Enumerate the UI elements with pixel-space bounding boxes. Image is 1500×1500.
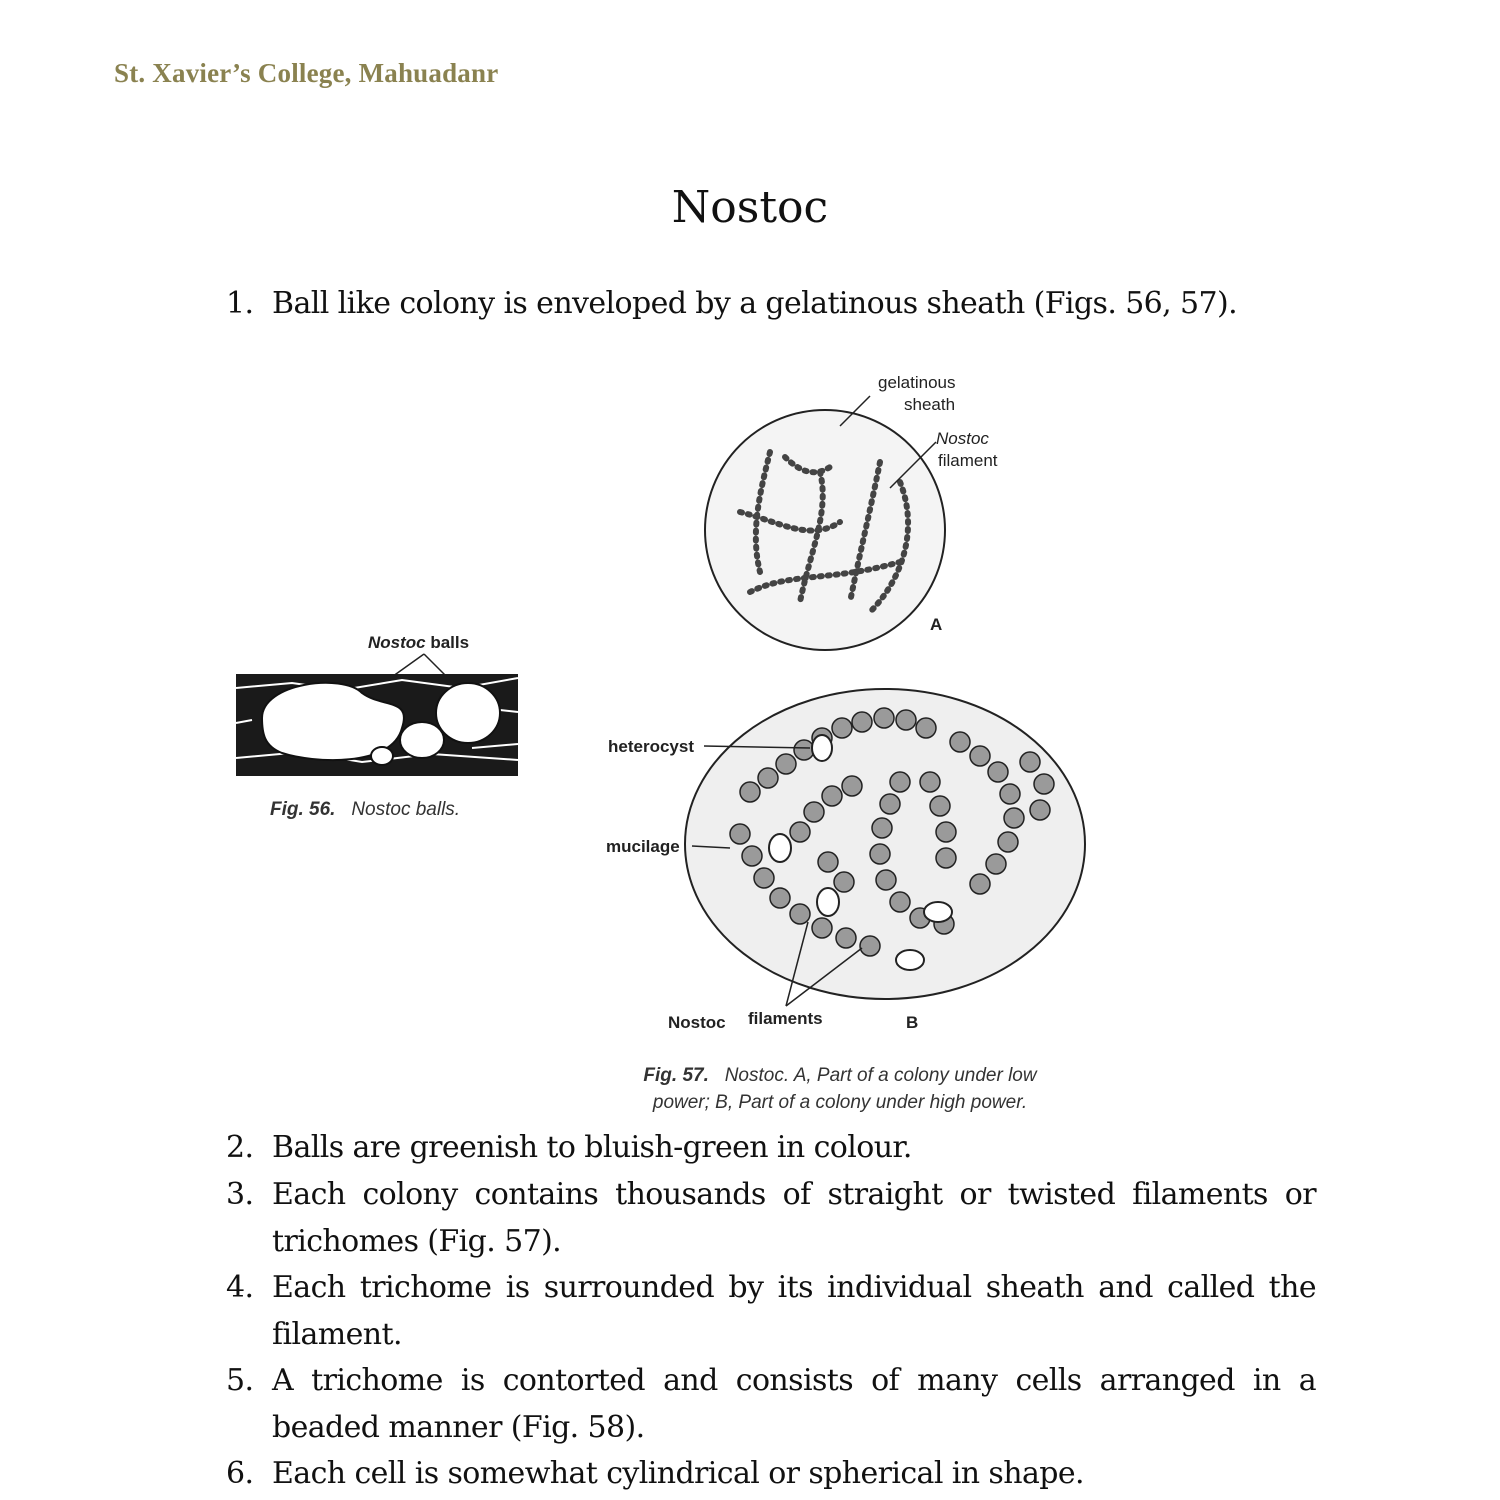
list-item-4: [226, 1264, 1316, 1358]
colony-b-mucilage: [685, 689, 1085, 999]
list-text: A trichome is contorted and consists of many cells arranged in a beaded manner (Fig. 58).: [272, 1363, 1316, 1445]
list-number: 1.: [226, 286, 254, 321]
label-gelatinous: gelatinous: [878, 373, 956, 392]
list-text: Ball like colony is enveloped by a gelatinous sheath (Figs. 56, 57).: [272, 286, 1238, 321]
list-text: Each colony contains thousands of straight or twisted filaments or trichomes (Fig. 57).: [272, 1177, 1316, 1259]
list-number: 2.: [226, 1130, 254, 1165]
list-number: 4.: [226, 1270, 254, 1305]
list-item-1: [226, 280, 1316, 327]
label-nostoc: Nostoc: [936, 429, 989, 448]
list-text: Balls are greenish to bluish-green in colour.: [272, 1130, 912, 1165]
label-b: B: [906, 1013, 919, 1032]
label-heterocyst: heterocyst: [608, 737, 694, 756]
fig-57-nostoc-colony: [600, 362, 1140, 1042]
list-text: Each trichome is surrounded by its individual sheath and called the filament.: [272, 1270, 1316, 1352]
page-title: Nostoc: [671, 182, 829, 233]
label-filaments: filaments: [748, 1009, 823, 1028]
institution-header: St. Xavier’s College, Mahuadanr: [114, 58, 499, 88]
list-number: 6.: [226, 1456, 254, 1491]
list-item-6: [226, 1450, 1316, 1497]
list-number: 5.: [226, 1363, 254, 1398]
label-mucilage: mucilage: [606, 837, 680, 856]
fig56-label: Nostoc balls: [368, 633, 470, 652]
list-item-2: [226, 1124, 1316, 1171]
list-number: 3.: [226, 1177, 254, 1212]
fig57-caption: Fig. 57. Nostoc. A, Part of a colony under low power; B, Part of a colony under high power.: [643, 1065, 1037, 1113]
list-item-5: [226, 1357, 1316, 1451]
label-filament: filament: [938, 451, 998, 470]
label-a: A: [930, 615, 943, 634]
label-nostoc-filaments: Nostoc: [668, 1013, 726, 1032]
list-text: Each cell is somewhat cylindrical or spherical in shape.: [272, 1456, 1084, 1491]
fig56-caption: Fig. 56. Nostoc balls.: [270, 799, 461, 820]
list-item-3: [226, 1171, 1316, 1265]
label-sheath: sheath: [904, 395, 956, 414]
